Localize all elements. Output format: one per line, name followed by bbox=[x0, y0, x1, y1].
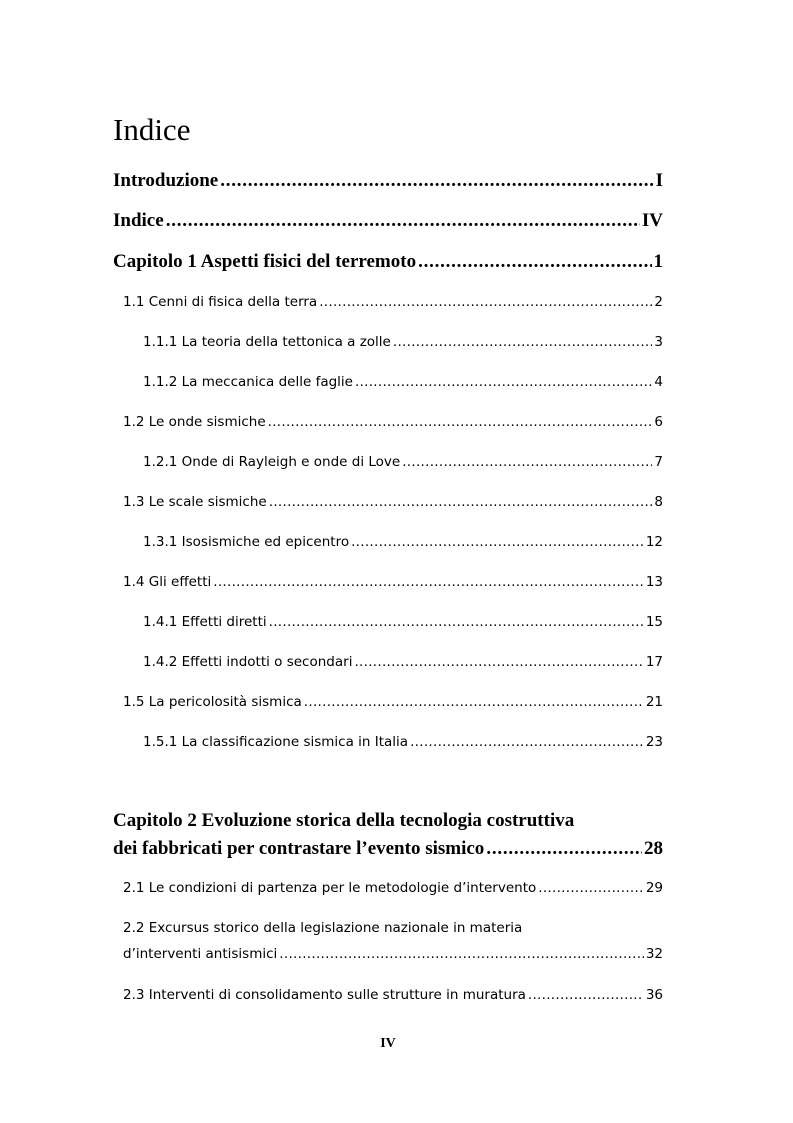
dot-leader bbox=[213, 574, 644, 590]
toc-page-number: 36 bbox=[645, 987, 663, 1003]
toc-entry[interactable] bbox=[143, 734, 663, 750]
toc-entry[interactable] bbox=[123, 494, 663, 510]
page-number-footer: IV bbox=[380, 1036, 396, 1051]
toc-page-number: 23 bbox=[645, 734, 663, 750]
toc-page bbox=[113, 0, 663, 1123]
toc-page-number: 28 bbox=[644, 838, 663, 859]
toc-label: 1.1 Cenni di fisica della terra bbox=[123, 294, 318, 310]
toc-page-number: 32 bbox=[645, 946, 663, 962]
page-title: Indice bbox=[113, 112, 191, 147]
dot-leader bbox=[538, 880, 644, 896]
toc-label: 1.4 Gli effetti bbox=[123, 574, 212, 590]
dot-leader bbox=[220, 170, 653, 192]
toc-entry[interactable] bbox=[123, 414, 663, 430]
toc-entry-line1[interactable]: 2.2 Excursus storico della legislazione nazionale in materia bbox=[123, 920, 523, 936]
dot-leader bbox=[402, 454, 652, 470]
toc-label: 1.4.1 Effetti diretti bbox=[143, 614, 267, 630]
toc-label: Introduzione bbox=[113, 170, 219, 191]
toc-page-number: 15 bbox=[645, 614, 663, 630]
toc-entry[interactable] bbox=[123, 294, 663, 310]
toc-page-number: 3 bbox=[654, 334, 663, 350]
toc-page-number: 2 bbox=[654, 294, 663, 310]
toc-entry[interactable] bbox=[143, 334, 663, 350]
toc-page-number: 12 bbox=[645, 534, 663, 550]
toc-entry[interactable] bbox=[113, 170, 663, 192]
dot-leader bbox=[354, 654, 643, 670]
toc-page-number: 7 bbox=[654, 454, 663, 470]
toc-entry[interactable] bbox=[113, 251, 663, 273]
toc-entry-line1[interactable]: Capitolo 2 Evoluzione storica della tecnologia costruttiva bbox=[113, 810, 575, 831]
toc-page-number: I bbox=[655, 170, 663, 191]
dot-leader bbox=[279, 946, 644, 962]
toc-label: 1.4.2 Effetti indotti o secondari bbox=[143, 654, 353, 670]
toc-page-number: 21 bbox=[645, 694, 663, 710]
toc-entry[interactable] bbox=[143, 534, 663, 550]
dot-leader bbox=[166, 210, 640, 232]
toc-page-number: IV bbox=[641, 210, 663, 231]
toc-label: 1.5.1 La classificazione sismica in Italia bbox=[143, 734, 409, 750]
dot-leader bbox=[351, 534, 644, 550]
toc-entry[interactable] bbox=[123, 946, 663, 962]
toc-entry[interactable] bbox=[123, 574, 663, 590]
dot-leader bbox=[528, 987, 644, 1003]
toc-page-number: 29 bbox=[645, 880, 663, 896]
dot-leader bbox=[410, 734, 644, 750]
toc-label: d’interventi antisismici bbox=[123, 946, 278, 962]
dot-leader bbox=[486, 838, 642, 860]
toc-page-number: 6 bbox=[654, 414, 663, 430]
toc-entry[interactable] bbox=[143, 654, 663, 670]
dot-leader bbox=[268, 414, 653, 430]
toc-entry[interactable] bbox=[113, 210, 663, 232]
toc-label: 1.2.1 Onde di Rayleigh e onde di Love bbox=[143, 454, 401, 470]
toc-page-number: 4 bbox=[654, 374, 663, 390]
dot-leader bbox=[418, 251, 651, 273]
dot-leader bbox=[269, 614, 644, 630]
toc-page-number: 1 bbox=[653, 251, 663, 272]
toc-page-number: 13 bbox=[645, 574, 663, 590]
toc-label: dei fabbricati per contrastare l’evento sismico bbox=[113, 838, 485, 859]
toc-label: 1.2 Le onde sismiche bbox=[123, 414, 266, 430]
toc-label: 2.3 Interventi di consolidamento sulle strutture in muratura bbox=[123, 987, 526, 1003]
toc-label: 1.3 Le scale sismiche bbox=[123, 494, 267, 510]
toc-entry[interactable] bbox=[113, 838, 663, 860]
toc-entry[interactable] bbox=[143, 454, 663, 470]
toc-label: 1.3.1 Isosismiche ed epicentro bbox=[143, 534, 350, 550]
toc-entry[interactable] bbox=[143, 614, 663, 630]
dot-leader bbox=[355, 374, 652, 390]
toc-label: 1.1.2 La meccanica delle faglie bbox=[143, 374, 353, 390]
toc-entry[interactable] bbox=[123, 987, 663, 1003]
toc-page-number: 8 bbox=[654, 494, 663, 510]
toc-label: 2.1 Le condizioni di partenza per le metodologie d’intervento bbox=[123, 880, 537, 896]
toc-entry[interactable] bbox=[143, 374, 663, 390]
dot-leader bbox=[393, 334, 653, 350]
toc-page-number: 17 bbox=[645, 654, 663, 670]
dot-leader bbox=[319, 294, 652, 310]
toc-entry[interactable] bbox=[123, 694, 663, 710]
toc-label: Indice bbox=[113, 210, 164, 231]
toc-entry[interactable] bbox=[123, 880, 663, 896]
toc-label: 1.5 La pericolosità sismica bbox=[123, 694, 302, 710]
dot-leader bbox=[304, 694, 644, 710]
toc-label: Capitolo 1 Aspetti fisici del terremoto bbox=[113, 251, 417, 272]
dot-leader bbox=[269, 494, 653, 510]
toc-label: 1.1.1 La teoria della tettonica a zolle bbox=[143, 334, 391, 350]
